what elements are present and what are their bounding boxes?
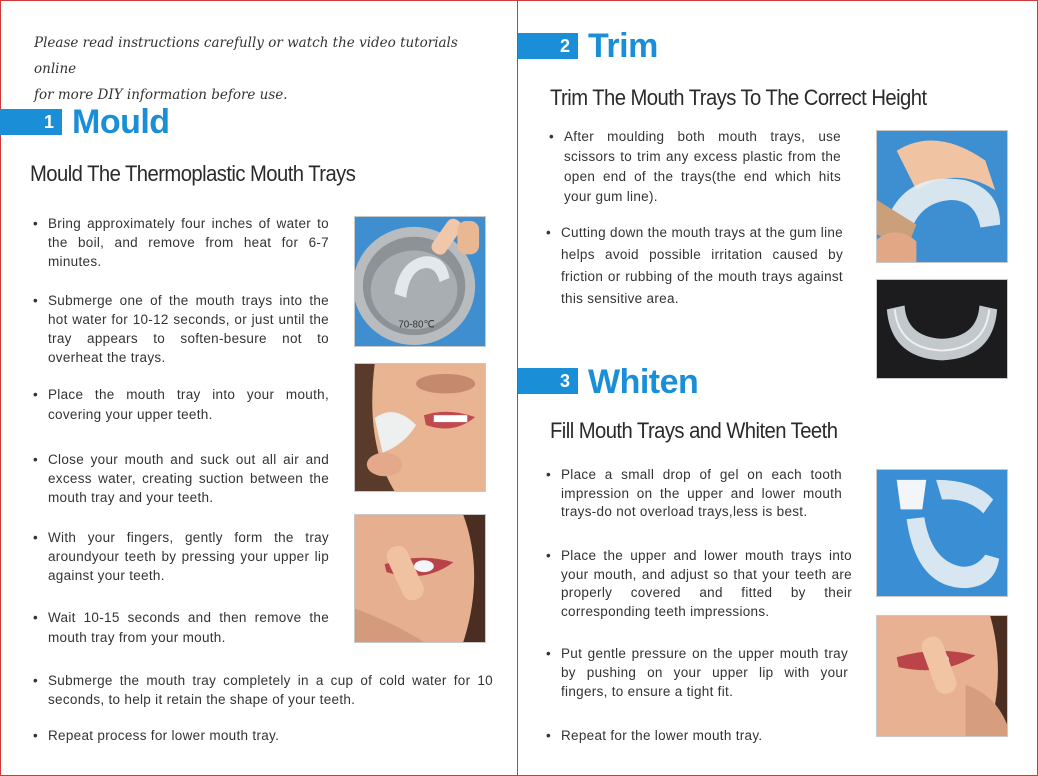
step-3-bullet-2: • Place the upper and lower mouth trays into your mouth, and adjust so that your teeth are properly covered and fitted by their corresponding teeth impressions. <box>546 547 852 621</box>
step-1-bullet-2: • Submerge one of the mouth trays into the hot water for 10-12 seconds, or just until the tray appears to soften-besure not to overheat the trays. <box>33 291 329 367</box>
photo-placing-tray <box>354 363 486 492</box>
step-1-title: Mould <box>72 103 170 141</box>
step-1-bullet-6: • Wait 10-15 seconds and then remove the mouth tray from your mouth. <box>33 608 329 648</box>
step-3-title: Whiten <box>588 363 699 401</box>
step-1-bullet-1: • Bring approximately four inches of water to the boil, and remove from heat for 6-7 minutes. <box>33 214 329 271</box>
photo-tray-in-hot-water <box>354 216 486 347</box>
intro-note <box>34 30 504 108</box>
step-3-bullet-3: • Put gentle pressure on the upper mouth tray by pushing on your upper lip with your fingers, to ensure a tight fit. <box>546 644 848 701</box>
step-1-bullet-3: • Place the mouth tray into your mouth, covering your upper teeth. <box>33 385 329 425</box>
step-1-bullet-4: • Close your mouth and suck out all air and excess water, creating suction between the mouth tray and your teeth. <box>33 450 329 507</box>
step-1-bullet-7: • Submerge the mouth tray completely in a cup of cold water for 10 seconds, to help it retain the shape of your teeth. <box>33 671 493 709</box>
intro-line-2: for more DIY information before use. <box>34 87 288 103</box>
step-1-badge: 1 <box>0 109 62 135</box>
step-3-subtitle: Fill Mouth Trays and Whiten Teeth <box>550 418 838 443</box>
step-2-bullet-1: • After moulding both mouth trays, use scissors to trim any excess plastic from the open end of the trays(the end which hits your gum line). <box>549 127 841 207</box>
photo-pressing-lip <box>354 514 486 643</box>
step-2-subtitle: Trim The Mouth Trays To The Correct Height <box>550 85 927 110</box>
intro-line-1: Please read instructions carefully or watch the video tutorials online <box>34 35 458 77</box>
photo-trimming-tray <box>876 130 1008 263</box>
photo-pressing-upper-lip <box>876 615 1008 737</box>
step-1-bullet-5: • With your fingers, gently form the tray aroundyour teeth by pressing your upper lip against your teeth. <box>33 528 329 585</box>
step-3-badge: 3 <box>518 368 578 394</box>
pot-temperature-label: 70-80℃ <box>398 319 435 331</box>
photo-trimmed-tray <box>876 279 1008 379</box>
step-2-title: Trim <box>588 27 658 65</box>
step-3-bullet-1: • Place a small drop of gel on each tooth impression on the upper and lower mouth trays-do not overload trays,less is best. <box>546 466 842 522</box>
photo-applying-gel <box>876 469 1008 597</box>
step-2-badge: 2 <box>518 33 578 59</box>
step-2-bullet-2: • Cutting down the mouth trays at the gum line helps avoid possible irritation caused by friction or rubbing of the mouth trays against this sensitive area. <box>546 222 843 310</box>
step-3-bullet-4: • Repeat for the lower mouth tray. <box>546 726 848 745</box>
step-1-bullet-8: • Repeat process for lower mouth tray. <box>33 726 493 745</box>
step-1-subtitle: Mould The Thermoplastic Mouth Trays <box>30 161 356 186</box>
